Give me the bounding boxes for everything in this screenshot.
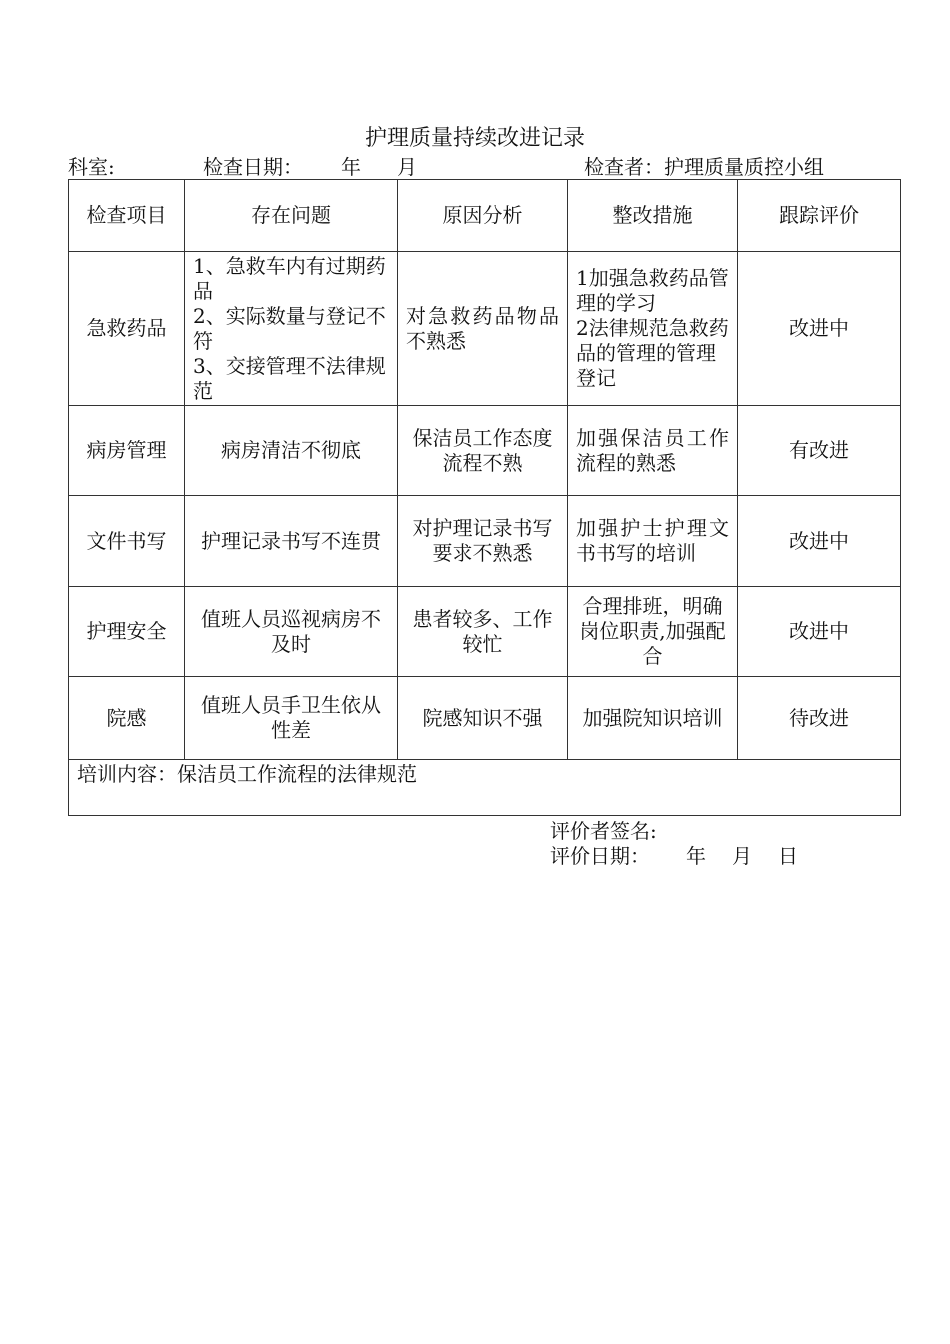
problem-line: 1、急救车内有过期药品 (193, 253, 386, 303)
inspector (584, 155, 824, 179)
header-cause: 原因分析 (398, 180, 568, 252)
evaluation-cell: 改进中 (738, 252, 901, 406)
evaluation-cell: 改进中 (738, 496, 901, 587)
check-item: 急救药品 (69, 252, 185, 406)
header-measures: 整改措施 (568, 180, 738, 252)
problems-cell (185, 252, 398, 406)
evaluation-cell: 有改进 (738, 406, 901, 496)
department-label: 科室: (68, 155, 115, 179)
problem-line: 3、交接管理不法律规范 (193, 353, 386, 403)
header-problems: 存在问题 (185, 180, 398, 252)
measure-line: 2法律规范急救药品的管理的管理登记 (576, 316, 729, 390)
header-check-item: 检查项目 (69, 180, 185, 252)
inspection-date-month: 月 (397, 155, 417, 179)
check-item: 护理安全 (69, 587, 185, 677)
table-row (69, 677, 901, 760)
table-header-row (69, 180, 901, 252)
cause-cell: 患者较多、工作较忙 (398, 587, 568, 677)
problems-cell: 病房清洁不彻底 (185, 406, 398, 496)
inspection-date-label: 检查日期： (203, 155, 303, 179)
training-content (69, 760, 901, 816)
evaluation-date (550, 844, 798, 869)
table-row (69, 496, 901, 587)
training-row (69, 760, 901, 816)
cause-cell: 对急救药品物品不熟悉 (398, 252, 568, 406)
inspection-date-year: 年 (341, 155, 361, 179)
evaluation-date-day: 日 (778, 844, 798, 868)
cause-cell: 保洁员工作态度流程不熟 (398, 406, 568, 496)
measures-cell (568, 252, 738, 406)
document-title: 护理质量持续改进记录 (364, 126, 585, 151)
check-item: 文件书写 (69, 496, 185, 587)
table-row (69, 406, 901, 496)
table-row (69, 587, 901, 677)
measures-cell: 合理排班，明确岗位职责,加强配合 (568, 587, 738, 677)
measures-cell: 加强院知识培训 (568, 677, 738, 760)
evaluator-signature: 评价者签名: (550, 819, 657, 843)
check-item: 院感 (69, 677, 185, 760)
check-item: 病房管理 (69, 406, 185, 496)
evaluation-date-year: 年 (686, 844, 706, 868)
improvement-table (68, 179, 901, 816)
training-label: 培训内容： (77, 762, 177, 786)
problems-cell: 值班人员巡视病房不及时 (185, 587, 398, 677)
inspector-value: 护理质量质控小组 (664, 155, 824, 179)
problem-line: 2、实际数量与登记不符 (193, 303, 386, 353)
evaluation-cell: 改进中 (738, 587, 901, 677)
measures-cell: 加强护士护理文书书写的培训 (568, 496, 738, 587)
training-value: 保洁员工作流程的法律规范 (177, 762, 417, 786)
cause-cell: 院感知识不强 (398, 677, 568, 760)
table-row (69, 252, 901, 406)
evaluation-date-label: 评价日期： (550, 844, 650, 868)
measures-cell: 加强保洁员工作流程的熟悉 (568, 406, 738, 496)
inspector-label: 检查者： (584, 155, 664, 179)
evaluation-cell: 待改进 (738, 677, 901, 760)
evaluation-date-month: 月 (732, 844, 752, 868)
header-evaluation: 跟踪评价 (738, 180, 901, 252)
inspection-date (203, 155, 417, 179)
problems-cell: 值班人员手卫生依从性差 (185, 677, 398, 760)
problems-cell: 护理记录书写不连贯 (185, 496, 398, 587)
cause-cell: 对护理记录书写要求不熟悉 (398, 496, 568, 587)
measure-line: 1加强急救药品管理的学习 (576, 266, 729, 315)
